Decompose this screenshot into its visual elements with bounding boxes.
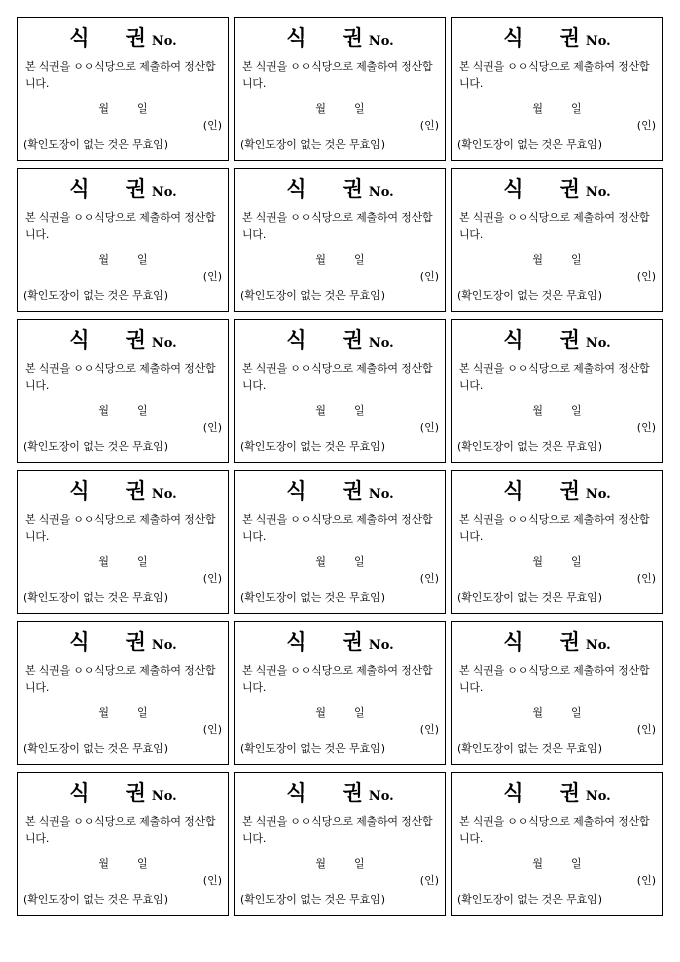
ticket-body-text: 본 식권을 ㅇㅇ식당으로 제출하여 정산합니다. (25, 513, 216, 543)
ticket-body-text: 본 식권을 ㅇㅇ식당으로 제출하여 정산합니다. (25, 664, 216, 694)
ticket-validity-note: (확인도장이 없는 것은 무효임) (457, 289, 602, 302)
ticket-title-char-1: 식 (69, 327, 90, 352)
ticket-number-label: No. (585, 34, 611, 49)
ticket-number-label: No. (368, 34, 394, 49)
ticket-body-text: 본 식권을 ㅇㅇ식당으로 제출하여 정산합니다. (242, 362, 433, 392)
meal-ticket (451, 17, 663, 161)
ticket-number-label: No. (585, 789, 611, 804)
ticket-month-label: 월 (315, 706, 326, 719)
ticket-title (452, 630, 662, 658)
ticket-day-label: 일 (137, 253, 148, 266)
ticket-title-char-1: 식 (69, 478, 90, 503)
ticket-title-char-2: 권 (125, 327, 146, 352)
ticket-title-char-2: 권 (125, 478, 146, 503)
ticket-title-char-2: 권 (125, 176, 146, 201)
ticket-title (235, 177, 445, 205)
meal-ticket (451, 772, 663, 916)
ticket-date (452, 706, 662, 720)
ticket-number-label: No. (368, 336, 394, 351)
meal-ticket (451, 470, 663, 614)
ticket-validity-note: (확인도장이 없는 것은 무효임) (240, 289, 385, 302)
ticket-stamp-label: (인) (636, 270, 656, 283)
ticket-stamp-label: (인) (202, 723, 222, 736)
ticket-number-label: No. (585, 638, 611, 653)
ticket-validity-note: (확인도장이 없는 것은 무효임) (240, 591, 385, 604)
ticket-title-char-2: 권 (559, 176, 580, 201)
ticket-date (18, 102, 228, 116)
ticket-body-text: 본 식권을 ㅇㅇ식당으로 제출하여 정산합니다. (242, 815, 433, 845)
ticket-month-label: 월 (315, 253, 326, 266)
ticket-title-char-1: 식 (286, 629, 307, 654)
ticket-title-char-1: 식 (69, 25, 90, 50)
ticket-title (18, 328, 228, 356)
ticket-body-text: 본 식권을 ㅇㅇ식당으로 제출하여 정산합니다. (459, 513, 650, 543)
ticket-title-char-2: 권 (559, 780, 580, 805)
ticket-validity-note: (확인도장이 없는 것은 무효임) (23, 742, 168, 755)
ticket-date (452, 857, 662, 871)
ticket-body-text: 본 식권을 ㅇㅇ식당으로 제출하여 정산합니다. (25, 815, 216, 845)
ticket-body-text: 본 식권을 ㅇㅇ식당으로 제출하여 정산합니다. (25, 60, 216, 90)
ticket-title-char-2: 권 (559, 629, 580, 654)
ticket-title-char-1: 식 (69, 780, 90, 805)
ticket-month-label: 월 (98, 555, 109, 568)
ticket-stamp-label: (인) (419, 874, 439, 887)
ticket-number-label: No. (151, 487, 177, 502)
ticket-title-char-2: 권 (342, 629, 363, 654)
ticket-day-label: 일 (354, 102, 365, 115)
meal-ticket (17, 470, 229, 614)
ticket-title (235, 479, 445, 507)
ticket-title-char-2: 권 (559, 478, 580, 503)
ticket-title (452, 328, 662, 356)
ticket-stamp-label: (인) (202, 270, 222, 283)
ticket-validity-note: (확인도장이 없는 것은 무효임) (457, 591, 602, 604)
ticket-title-char-1: 식 (503, 25, 524, 50)
ticket-day-label: 일 (354, 404, 365, 417)
ticket-title-char-1: 식 (503, 176, 524, 201)
ticket-month-label: 월 (98, 253, 109, 266)
ticket-title-char-2: 권 (342, 478, 363, 503)
ticket-number-label: No. (585, 185, 611, 200)
ticket-title-char-2: 권 (125, 780, 146, 805)
ticket-stamp-label: (인) (202, 421, 222, 434)
meal-ticket (234, 470, 446, 614)
ticket-title (452, 781, 662, 809)
ticket-body-text: 본 식권을 ㅇㅇ식당으로 제출하여 정산합니다. (459, 664, 650, 694)
ticket-month-label: 월 (98, 102, 109, 115)
meal-ticket (234, 621, 446, 765)
ticket-stamp-label: (인) (636, 572, 656, 585)
ticket-body-text: 본 식권을 ㅇㅇ식당으로 제출하여 정산합니다. (25, 211, 216, 241)
ticket-stamp-label: (인) (419, 119, 439, 132)
ticket-month-label: 월 (532, 102, 543, 115)
ticket-number-label: No. (151, 34, 177, 49)
ticket-title-char-2: 권 (559, 25, 580, 50)
ticket-number-label: No. (368, 789, 394, 804)
meal-ticket (451, 621, 663, 765)
ticket-day-label: 일 (571, 857, 582, 870)
ticket-title (18, 177, 228, 205)
ticket-stamp-label: (인) (419, 421, 439, 434)
ticket-number-label: No. (151, 185, 177, 200)
ticket-number-label: No. (368, 185, 394, 200)
ticket-stamp-label: (인) (419, 270, 439, 283)
ticket-title-char-1: 식 (286, 478, 307, 503)
ticket-body-text: 본 식권을 ㅇㅇ식당으로 제출하여 정산합니다. (242, 513, 433, 543)
ticket-number-label: No. (151, 336, 177, 351)
ticket-date (452, 404, 662, 418)
ticket-month-label: 월 (315, 857, 326, 870)
ticket-validity-note: (확인도장이 없는 것은 무효임) (240, 138, 385, 151)
ticket-date (452, 102, 662, 116)
ticket-title (18, 781, 228, 809)
ticket-title (235, 328, 445, 356)
meal-ticket (17, 772, 229, 916)
ticket-stamp-label: (인) (202, 874, 222, 887)
ticket-body-text: 본 식권을 ㅇㅇ식당으로 제출하여 정산합니다. (459, 815, 650, 845)
ticket-day-label: 일 (354, 253, 365, 266)
ticket-day-label: 일 (571, 253, 582, 266)
ticket-number-label: No. (368, 487, 394, 502)
meal-ticket (234, 772, 446, 916)
ticket-stamp-label: (인) (636, 119, 656, 132)
meal-ticket (234, 168, 446, 312)
ticket-title-char-1: 식 (503, 327, 524, 352)
ticket-day-label: 일 (137, 404, 148, 417)
ticket-title-char-1: 식 (503, 629, 524, 654)
ticket-month-label: 월 (532, 857, 543, 870)
ticket-title-char-1: 식 (286, 780, 307, 805)
ticket-month-label: 월 (98, 857, 109, 870)
ticket-title-char-1: 식 (503, 780, 524, 805)
ticket-title-char-2: 권 (125, 25, 146, 50)
meal-ticket-sheet (17, 17, 663, 939)
ticket-stamp-label: (인) (202, 119, 222, 132)
ticket-validity-note: (확인도장이 없는 것은 무효임) (23, 893, 168, 906)
ticket-validity-note: (확인도장이 없는 것은 무효임) (240, 440, 385, 453)
ticket-day-label: 일 (137, 555, 148, 568)
ticket-title-char-1: 식 (286, 25, 307, 50)
meal-ticket (234, 17, 446, 161)
meal-ticket (17, 17, 229, 161)
meal-ticket (451, 168, 663, 312)
ticket-month-label: 월 (98, 404, 109, 417)
ticket-month-label: 월 (532, 706, 543, 719)
ticket-validity-note: (확인도장이 없는 것은 무효임) (240, 742, 385, 755)
ticket-validity-note: (확인도장이 없는 것은 무효임) (457, 742, 602, 755)
ticket-day-label: 일 (137, 706, 148, 719)
ticket-day-label: 일 (571, 404, 582, 417)
ticket-month-label: 월 (532, 555, 543, 568)
ticket-month-label: 월 (532, 253, 543, 266)
ticket-stamp-label: (인) (419, 723, 439, 736)
ticket-date (18, 253, 228, 267)
ticket-date (18, 706, 228, 720)
ticket-day-label: 일 (137, 857, 148, 870)
ticket-validity-note: (확인도장이 없는 것은 무효임) (23, 289, 168, 302)
ticket-title-char-2: 권 (342, 327, 363, 352)
ticket-validity-note: (확인도장이 없는 것은 무효임) (23, 138, 168, 151)
ticket-day-label: 일 (354, 706, 365, 719)
ticket-date (235, 253, 445, 267)
ticket-stamp-label: (인) (202, 572, 222, 585)
ticket-day-label: 일 (137, 102, 148, 115)
ticket-stamp-label: (인) (636, 723, 656, 736)
ticket-title-char-2: 권 (342, 176, 363, 201)
ticket-body-text: 본 식권을 ㅇㅇ식당으로 제출하여 정산합니다. (242, 60, 433, 90)
ticket-title (452, 479, 662, 507)
ticket-date (235, 404, 445, 418)
ticket-number-label: No. (585, 487, 611, 502)
ticket-validity-note: (확인도장이 없는 것은 무효임) (240, 893, 385, 906)
ticket-validity-note: (확인도장이 없는 것은 무효임) (457, 138, 602, 151)
ticket-title-char-1: 식 (286, 176, 307, 201)
ticket-stamp-label: (인) (636, 874, 656, 887)
ticket-date (235, 857, 445, 871)
ticket-title-char-2: 권 (559, 327, 580, 352)
ticket-title-char-1: 식 (503, 478, 524, 503)
ticket-date (235, 555, 445, 569)
ticket-body-text: 본 식권을 ㅇㅇ식당으로 제출하여 정산합니다. (25, 362, 216, 392)
ticket-title-char-2: 권 (342, 25, 363, 50)
ticket-title (452, 26, 662, 54)
ticket-day-label: 일 (571, 102, 582, 115)
ticket-body-text: 본 식권을 ㅇㅇ식당으로 제출하여 정산합니다. (459, 362, 650, 392)
ticket-validity-note: (확인도장이 없는 것은 무효임) (457, 440, 602, 453)
ticket-month-label: 월 (98, 706, 109, 719)
ticket-month-label: 월 (315, 404, 326, 417)
ticket-title-char-1: 식 (69, 629, 90, 654)
ticket-title (235, 781, 445, 809)
ticket-number-label: No. (585, 336, 611, 351)
meal-ticket (17, 621, 229, 765)
ticket-title (18, 630, 228, 658)
ticket-date (18, 404, 228, 418)
ticket-stamp-label: (인) (636, 421, 656, 434)
ticket-body-text: 본 식권을 ㅇㅇ식당으로 제출하여 정산합니다. (242, 211, 433, 241)
ticket-day-label: 일 (354, 555, 365, 568)
ticket-date (452, 555, 662, 569)
meal-ticket (17, 168, 229, 312)
ticket-title-char-2: 권 (125, 629, 146, 654)
ticket-number-label: No. (368, 638, 394, 653)
ticket-date (452, 253, 662, 267)
ticket-day-label: 일 (354, 857, 365, 870)
ticket-number-label: No. (151, 789, 177, 804)
ticket-date (235, 706, 445, 720)
ticket-month-label: 월 (315, 102, 326, 115)
ticket-title (235, 26, 445, 54)
ticket-day-label: 일 (571, 555, 582, 568)
ticket-body-text: 본 식권을 ㅇㅇ식당으로 제출하여 정산합니다. (242, 664, 433, 694)
ticket-date (18, 857, 228, 871)
ticket-body-text: 본 식권을 ㅇㅇ식당으로 제출하여 정산합니다. (459, 60, 650, 90)
ticket-month-label: 월 (315, 555, 326, 568)
ticket-number-label: No. (151, 638, 177, 653)
ticket-title (452, 177, 662, 205)
ticket-date (18, 555, 228, 569)
meal-ticket (451, 319, 663, 463)
ticket-title (18, 479, 228, 507)
ticket-day-label: 일 (571, 706, 582, 719)
ticket-title-char-2: 권 (342, 780, 363, 805)
ticket-body-text: 본 식권을 ㅇㅇ식당으로 제출하여 정산합니다. (459, 211, 650, 241)
ticket-title (235, 630, 445, 658)
ticket-title (18, 26, 228, 54)
ticket-date (235, 102, 445, 116)
ticket-validity-note: (확인도장이 없는 것은 무효임) (23, 591, 168, 604)
ticket-stamp-label: (인) (419, 572, 439, 585)
ticket-validity-note: (확인도장이 없는 것은 무효임) (23, 440, 168, 453)
ticket-validity-note: (확인도장이 없는 것은 무효임) (457, 893, 602, 906)
ticket-title-char-1: 식 (286, 327, 307, 352)
ticket-title-char-1: 식 (69, 176, 90, 201)
meal-ticket (234, 319, 446, 463)
meal-ticket (17, 319, 229, 463)
ticket-month-label: 월 (532, 404, 543, 417)
